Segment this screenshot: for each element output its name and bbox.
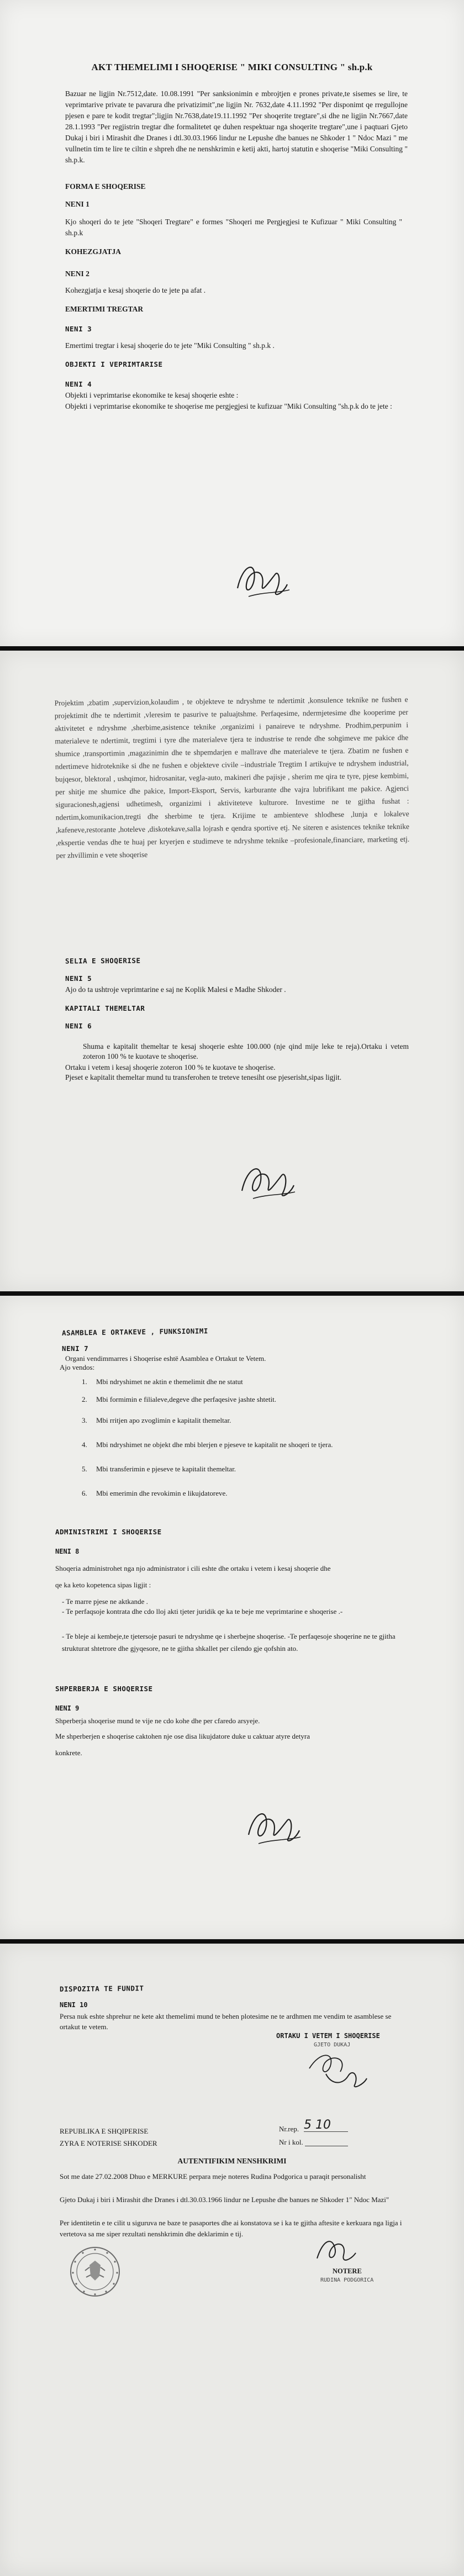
section-heading-final-provisions: DISPOZITA TE FUNDIT [59, 1984, 144, 1993]
document-page-1 [0, 0, 464, 646]
article-8-text-2: qe ka keto kopetenca sipas ligjit : [55, 1581, 151, 1589]
article-2-text: Kohezgjatja e kesaj shoqerie do te jete pa afat . [65, 286, 206, 294]
article-6-text-2: Ortaku i vetem i kesaj shoqerie zoteron 100 % te kuotave te shoqerise. [65, 1063, 276, 1071]
section-heading-seat: SELIA E SHOQERISE [65, 956, 141, 965]
article-9-label: NENI 9 [55, 1704, 80, 1712]
section-heading-object: OBJEKTI I VEPRIMTARISE [65, 360, 163, 368]
signature-mark [238, 1159, 298, 1203]
notary-office-line: ZYRA E NOTERISE SHKODER [60, 2139, 157, 2147]
rep-number-value: 5 10 [304, 2120, 348, 2132]
admin-duty-3: - Te bleje ai kembeje,te tjetersoje pasuri te ndryshme qe i sherbejne shoqerise. -Te perfaqesoje shoqerine ne te gjitha strukturat shtetrore dhe gjyqesore, ne te gjitha shkallet per cilendo gje qofshin ato. [62, 1632, 396, 1653]
article-9-text-2: Me shperberjen e shoqerise caktohen nje ose disa likujdatore duke u caktuar atyre detyra [55, 1732, 310, 1740]
article-1-label: NENI 1 [65, 200, 89, 208]
volume-number-line [305, 2138, 348, 2146]
section-heading-duration: KOHEZGJATJA [65, 247, 122, 256]
list-item: 6. Mbi emerimin dhe revokimin e likujdatoreve. [82, 1489, 228, 1497]
section-heading-form: FORMA E SHOQERISE [65, 182, 146, 191]
assembly-powers-list [82, 1376, 402, 1506]
article-7-intro: Organi vendimmarres i Shoqerise eshtë Asamblea e Ortakut te Vetem. [65, 1354, 266, 1363]
article-4-text-2: Objekti i veprimtarise ekonomike te shoqerise me pergjegjesi te kufizuar "Miki Consulting "sh.p.k do te jete : [65, 402, 392, 410]
article-8-text-1: Shoqeria administrohet nga njo administrator i cili eshte dhe ortaku i vetem i kesaj shoqerie dhe [55, 1564, 331, 1572]
article-4-label: NENI 4 [65, 380, 92, 388]
list-item: 3. Mbi rritjen apo zvoglimin e kapitalit themeltar. [82, 1416, 231, 1424]
article-5-text: Ajo do ta ushtroje veprimtarine e saj ne Koplik Malesi e Madhe Shkoder . [65, 985, 286, 994]
article-7-label: NENI 7 [62, 1344, 89, 1353]
article-1-text: Kjo shoqeri do te jete "Shoqeri Tregtare" e formes "Shoqeri me Pergjegjesi te Kufizuar " Miki Consulting " sh.p.k [65, 218, 402, 237]
deed-title: AKT THEMELIMI I SHOQERISE " MIKI CONSULTING " sh.p.k [91, 62, 373, 72]
article-6-text-3: Pjeset e kapitalit themeltar mund tu transferohen te treteve tenesiht ose pjeserisht,sipas ligjit. [65, 1073, 342, 1081]
notary-title: NOTERE [333, 2267, 362, 2275]
notary-name: RUDINA PODGORICA [320, 2277, 374, 2283]
article-6-text-1: Shuma e kapitalit themeltar te kesaj shoqerie eshte 100.000 (nje qind mije leke te reja).Ortaku i vetem zoteron 100 % te kuotave te shoqerise. [83, 1042, 409, 1060]
admin-duty-1: - Te marre pjese ne aktkande . [62, 1597, 148, 1606]
signature-mark [232, 558, 293, 602]
sole-owner-name: GJETO DUKAJ [314, 2042, 351, 2048]
notary-signature [309, 2231, 359, 2269]
article-3-label: NENI 3 [65, 325, 92, 333]
article-2-label: NENI 2 [65, 270, 89, 278]
notary-seal [68, 2245, 122, 2301]
article-4-text-1: Objekti i veprimtarise ekonomike te kesaj shoqerie eshte : [65, 391, 239, 399]
volume-number-label: Nr i kol. [279, 2138, 303, 2146]
intro-paragraph: Bazuar ne ligjin Nr.7512,date. 10.08.1991 "Per sanksionimin e mbrojtjen e prones private,te sisemes se lire, te veprimtarive private te pavarura dhe privatizimit",ne ligjin Nr. 7632,date 4.11.1992 "Per disponimt qe rregullojne pjesen e pare te kodit tregtar";ligjin Nr.7638,date19.11.1992 "Per shoqerite tregtare",si dhe ne ligjin Nr.7667,date 28.1.1993 "Per regjistrin tregtar dhe formalitetet qe duhen respektuar nga shoqerite tregtare",une i paqtuari Gjeto Dukaj i biri i Mirashit dhe Dranes i dtl.30.03.1966 lindur ne Lepushe dhe banues ne Shkoder 1 " Ndoc Mazi " me vullnetin tim te lire te ciltin e shpreh dhe ne nenshkrimin e ketij akti, hartoj statutin e shoqerise "Miki Consulting " sh.p.k. [65, 89, 408, 164]
section-heading-capital: KAPITALI THEMELTAR [65, 1004, 145, 1012]
rep-number-label: Nr.rep. [279, 2125, 299, 2133]
section-heading-trade-name: EMERTIMI TREGTAR [65, 305, 144, 313]
article-3-text: Emertimi tregtar i kesaj shoqerie do te jete "Miki Consulting " sh.p.k . [65, 341, 275, 350]
authentication-text-1: Sot me date 27.02.2008 Dhuo e MERKURE perpara meje noteres Rudina Podgorica u paraqit personalisht [60, 2172, 366, 2181]
article-10-label: NENI 10 [60, 2001, 88, 2009]
document-page-3 [0, 1296, 464, 1939]
admin-duty-2: - Te perfaqsoje kontrata dhe cdo lloj akti tjeter juridik qe ka te beje me veprimtarine e shoqerise .- [62, 1607, 343, 1616]
business-objects-paragraph: Projektim ,zbatim ,supervizion,kolaudim , te objekteve te ndryshme te ndertimit ,konsulence teknike ne fushen e projektimit dhe te ndertimit ,vleresim te pasurive te paluajtshme. Perfaqesime, ndermjetesime dhe kooperime per aktivitetet e ndryshme ,sherbime,asistence teknike ,organizimi i panaireve te ndryshme. Prodhim,perpunim i materialeve te ndertimit, tregtimi i tyre dhe materialeve tjera te industrise te rende dhe sohgimeve me pakice dhe shumice ,transportimin ,magazinimin dhe te shpemdarjen e mallrave dhe materialeve te tjera. Zbatim ne fushen e ndertimeve hidroteknike si dhe ne fushen e objekteve civile –industriale Tregtim I artikujve te ndryshem industrial, bujqesor, blektoral , ushqimor, hidrosanitar, vegla-auto, makineri dhe pajisje , sherim me qira te tyre, pjese kembimi, per shitje me shumice dhe pakice, Import-Eksport, Servis, karburante dhe vajra lubrifikant me pakice. Agjenci siguracionesh,agjensi udhetimesh, organizimi i aktiviteteve kulturore. Investime ne te gjitha fushat : ndertim,komunikacion,tregti dhe sherbime te tjera. Krijime te ambienteve shlodhese ,lunja e lokaleve ,kafeneve,restorante ,hoteleve ,diskotekave,salla lojrash e qendra sportive etj. Ne siteren e asistences teknike teknike ,ekspertie vendas dhe te huaj per kryerjen e studimeve te ndryshme teknike –profesionale,financiare, marketing etj. per zhvillimin e vete shoqerise [54, 695, 410, 860]
signature-mark [243, 1804, 304, 1848]
section-heading-dissolution: SHPERBERJA E SHOQERISE [55, 1685, 153, 1693]
list-item: 5. Mbi transferimin e pjeseve te kapitalit themeltar. [82, 1465, 236, 1473]
list-item: 2. Mbi formimin e filialeve,degeve dhe perfaqesive jashte shtetit. [82, 1395, 276, 1403]
owner-signature [304, 2046, 370, 2091]
list-item: 4. Mbi ndryshimet ne objekt dhe mbi blerjen e pjeseve te kapitalit ne shoqeri te tjera. [82, 1440, 333, 1449]
authentication-text-2: Gjeto Dukaj i biri i Mirashit dhe Dranes i dtl.30.03.1966 lindur ne Lepushe dhe banues ne Shkoder 1" Ndoc Mazi" [60, 2195, 389, 2204]
section-heading-assembly: ASAMBLEA E ORTAKEVE , FUNKSIONIMI [61, 1327, 208, 1337]
authentication-title: AUTENTIFIKIM NENSHKRIMI [177, 2157, 287, 2165]
section-heading-administration: ADMINISTRIMI I SHOQERISE [55, 1528, 162, 1536]
document-page-2 [0, 651, 464, 1291]
article-5-label: NENI 5 [65, 974, 92, 983]
article-8-label: NENI 8 [55, 1548, 80, 1555]
list-item: 1. Mbi ndryshimet ne aktin e themelimit dhe ne statut [82, 1377, 243, 1386]
article-9-text-3: konkrete. [55, 1749, 82, 1757]
authentication-text-3: Per identitetin e te cilit u siguruva ne baze te pasaportes dhe ai konstatova se i ka te gjitha aftesite e kerkuara nga ligja i vertetova sa me siper rezultati nenshkrimin dhe deklarimin e tij. [60, 2219, 402, 2238]
republic-line: REPUBLIKA E SHQIPERISE [60, 2127, 149, 2135]
document-page-4 [0, 1944, 464, 2576]
article-6-label: NENI 6 [65, 1022, 92, 1030]
article-9-text-1: Shperberja shoqerise mund te vije ne cdo kohe dhe per cfaredo arsyeje. [55, 1717, 260, 1725]
sole-owner-title: ORTAKU I VETEM I SHOQERISE [276, 2032, 380, 2040]
article-10-text: Persa nuk eshte shprehur ne kete akt themelimi mund te behen plotesime ne te ardhmen me vendim te asamblese se ortakut te vetem. [60, 2012, 392, 2031]
article-7-decides: Ajo vendos: [60, 1363, 95, 1371]
